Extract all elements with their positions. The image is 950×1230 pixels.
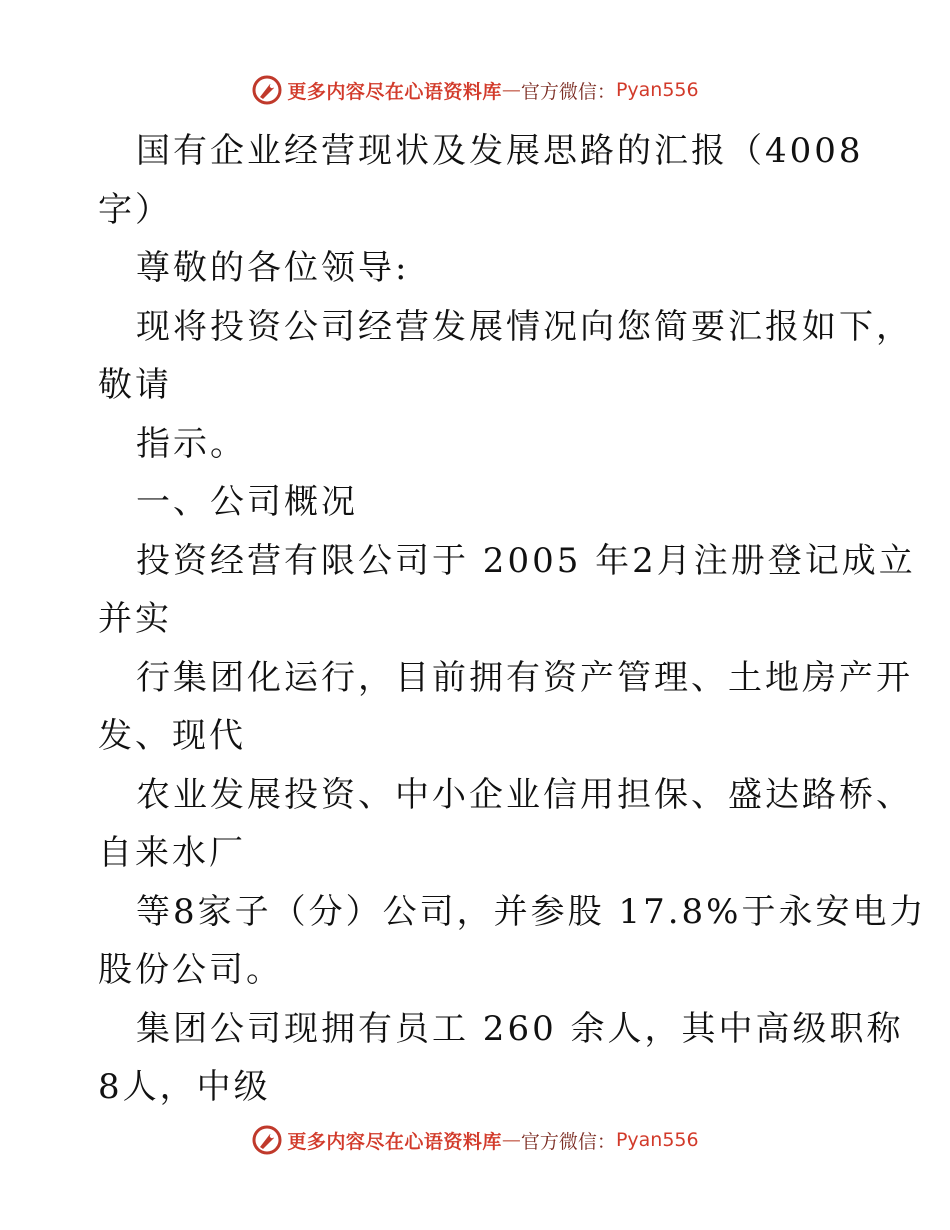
pen-nib-circle-icon (251, 1124, 283, 1156)
paragraph-line: 集团公司现拥有员工 260 余人，其中高级职称 (136, 1008, 904, 1049)
paragraph-line: 股份公司。 (98, 950, 283, 990)
paragraph-line: 投资经营有限公司于 2005 年2月注册登记成立 (136, 540, 916, 581)
paragraph-line: 行集团化运行，目前拥有资产管理、土地房产开 (136, 657, 913, 698)
wechat-id: Pyan556 (615, 79, 699, 101)
doc-title-continuation: 字） (98, 189, 172, 230)
paragraph-line: 敬请 (98, 365, 172, 405)
header-banner (0, 70, 950, 110)
paragraph-line: 等8家子（分）公司，并参股 17.8%于永安电力 (136, 891, 927, 932)
wechat-id: Pyan556 (615, 1129, 699, 1151)
wechat-label: 官方微信： (520, 80, 616, 103)
footer-banner (0, 1120, 950, 1160)
document-body (98, 122, 927, 1117)
paragraph-line: 8人，中级 (98, 1067, 271, 1107)
paragraph-line: 自来水厂 (98, 833, 246, 873)
section-heading: 一、公司概况 (136, 482, 358, 522)
banner-separator: — (501, 1129, 521, 1151)
paragraph-line: 并实 (98, 599, 172, 639)
pen-nib-circle-icon (251, 74, 283, 106)
paragraph-line: 指示。 (136, 423, 247, 464)
paragraph-line: 现将投资公司经营发展情况向您简要汇报如下， (136, 306, 913, 347)
banner-separator: — (501, 79, 521, 101)
salutation: 尊敬的各位领导: (136, 248, 410, 288)
doc-title-line: 国有企业经营现状及发展思路的汇报（4008 (136, 131, 864, 171)
site-name: 更多内容尽在心语资料库 (287, 80, 502, 103)
wechat-label: 官方微信： (520, 1130, 616, 1153)
paragraph-line: 农业发展投资、中小企业信用担保、盛达路桥、 (136, 774, 913, 815)
site-name: 更多内容尽在心语资料库 (287, 1130, 502, 1153)
paragraph-line: 发、现代 (98, 716, 246, 756)
